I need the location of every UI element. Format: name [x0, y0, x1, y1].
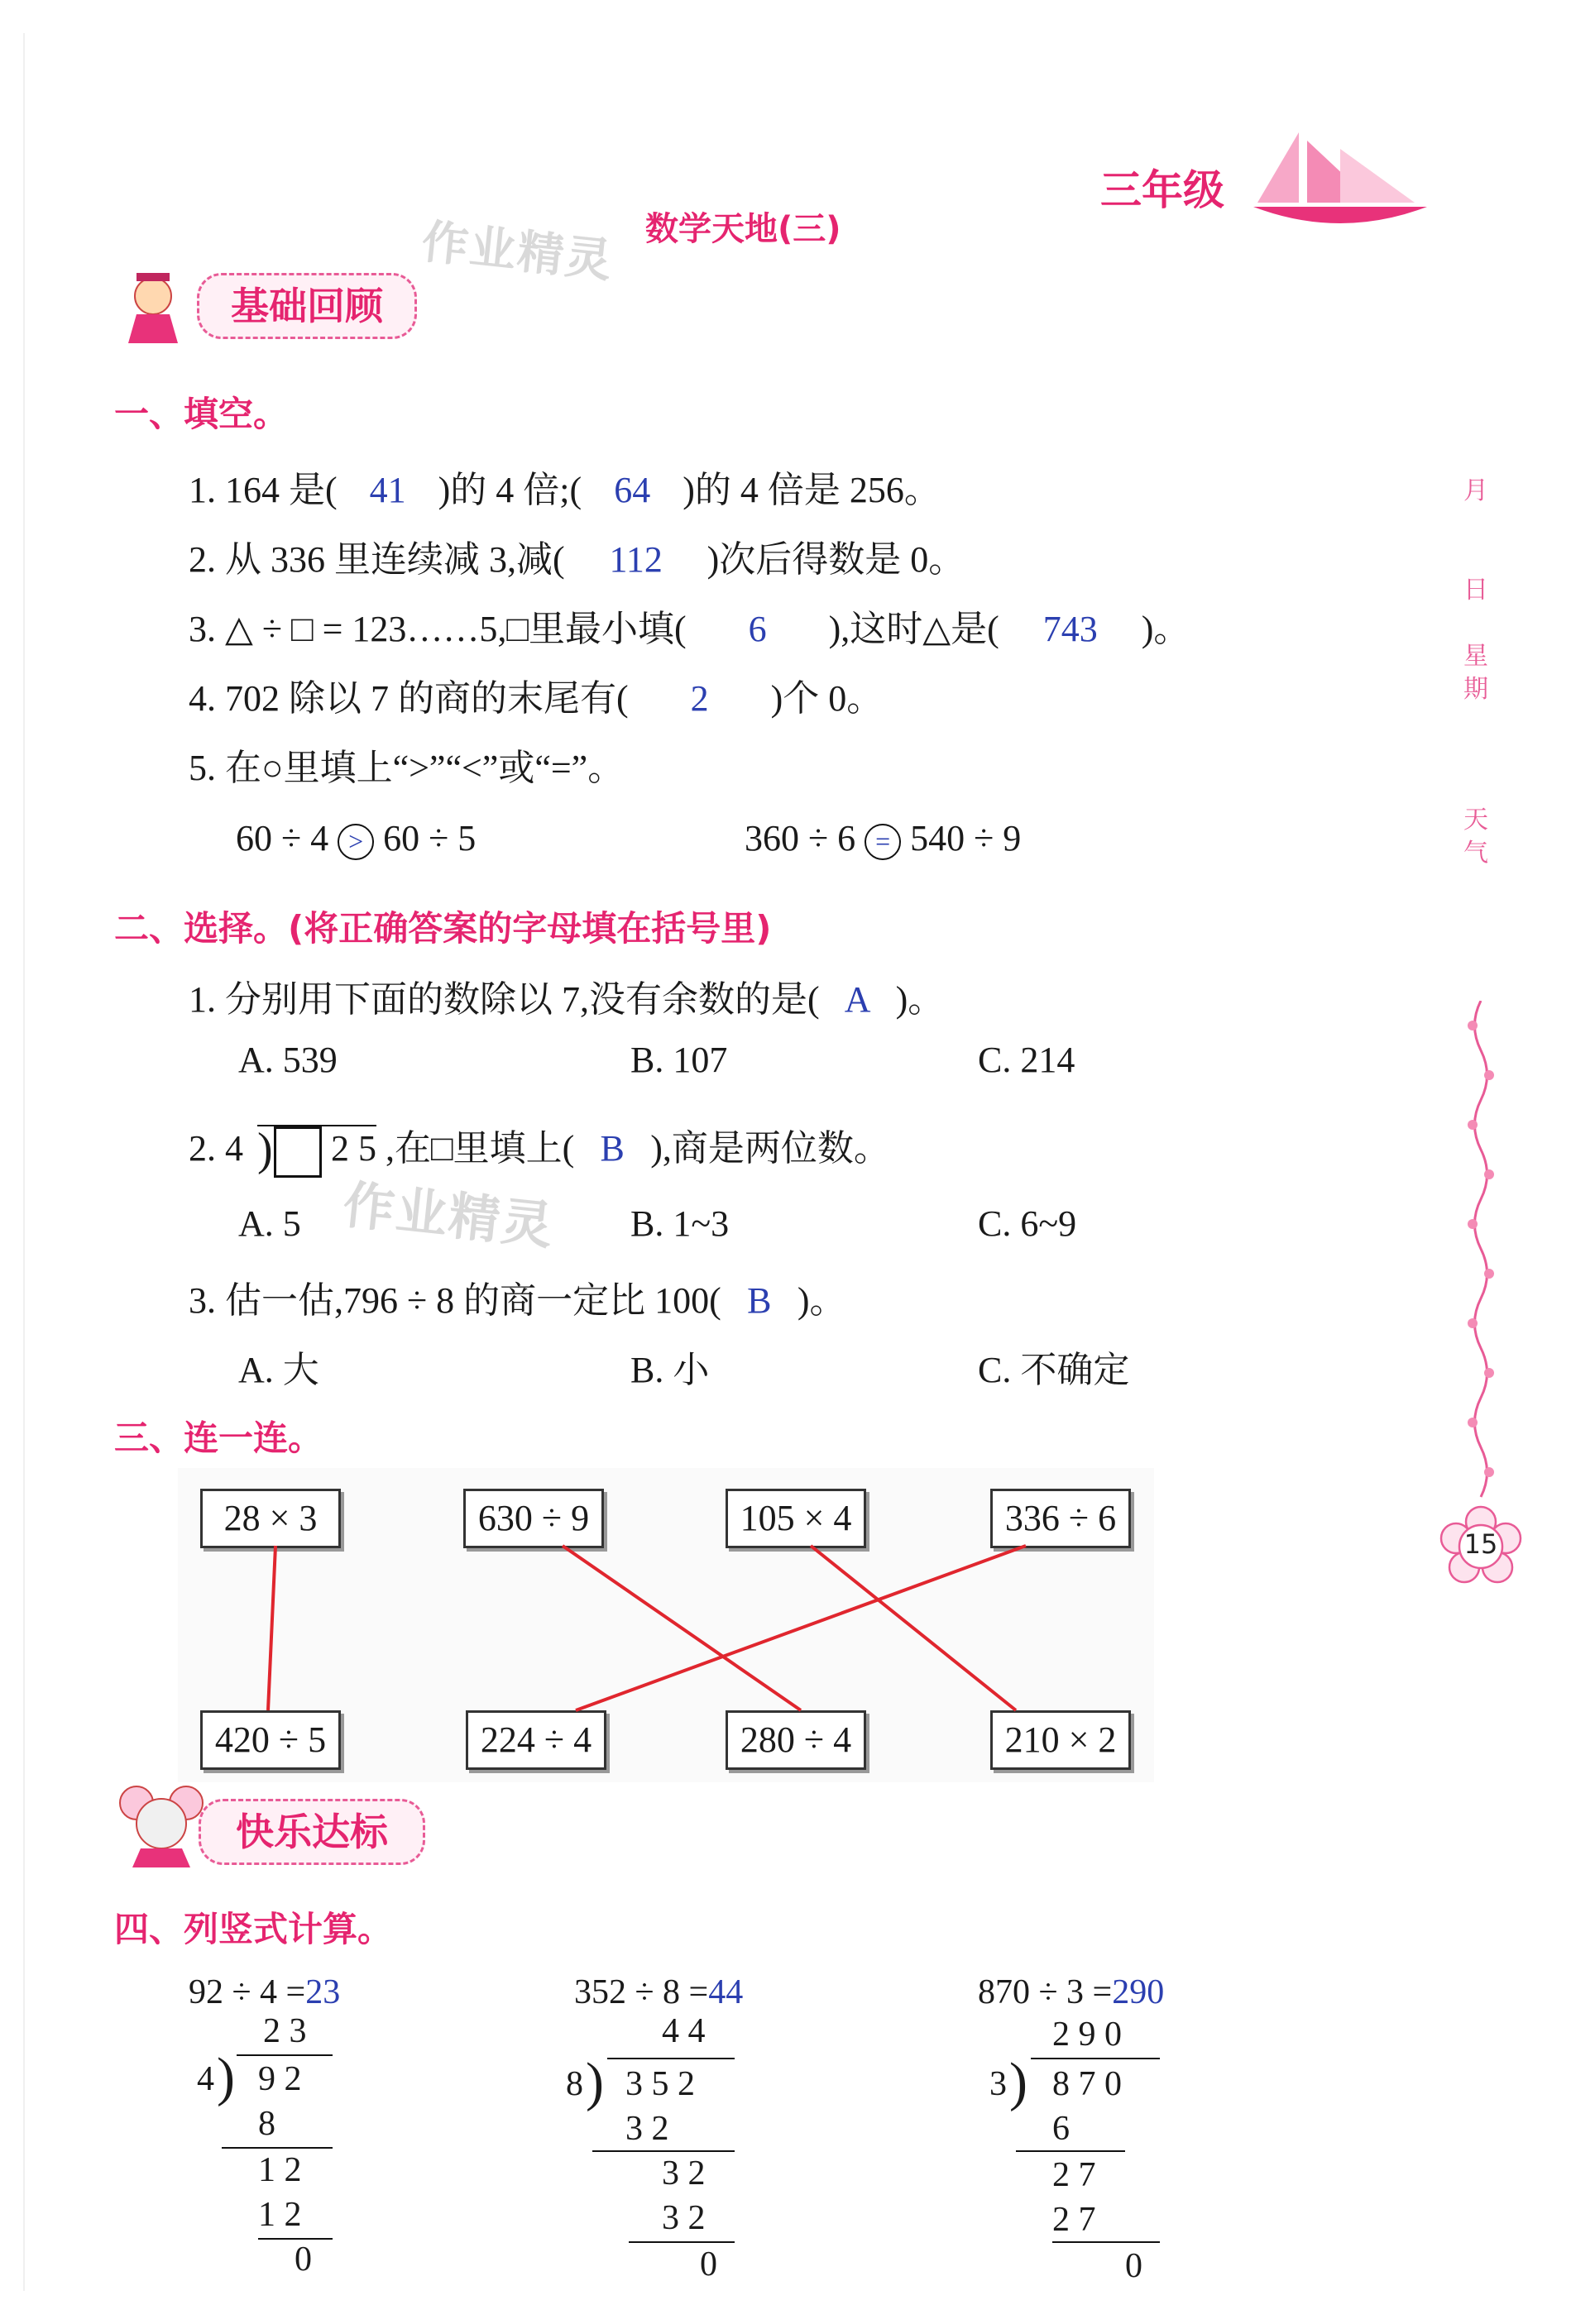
answer: 6 — [748, 609, 767, 649]
answer: 743 — [1042, 609, 1098, 649]
calc1-equation: 92 ÷ 4 =23 — [189, 1973, 341, 2011]
answer: B — [600, 1128, 625, 1169]
s2-q2: 2. 4 ) 2 5 ,在□里填上( B ),商是两位数。 — [189, 1118, 890, 1178]
match-top-2: 630 ÷ 9 — [463, 1489, 604, 1548]
s1-compare-2: 360 ÷ 6 = 540 ÷ 9 — [745, 818, 1022, 858]
section4-title: 四、列竖式计算。 — [114, 1909, 393, 1949]
calc1-bracket: ) — [217, 2047, 235, 2107]
calc1-remainder: 0 — [295, 2240, 312, 2279]
s2-q2-opt-b: B. 1~3 — [630, 1203, 730, 1244]
match-line-2 — [563, 1546, 801, 1710]
match-bottom-4: 210 × 2 — [990, 1710, 1131, 1770]
compare-circle: = — [865, 824, 901, 860]
s2-q2-opt-a: A. 5 — [238, 1203, 301, 1244]
answer: 41 — [369, 470, 406, 510]
sidebar-weather-1: 天 — [1463, 806, 1488, 834]
sidebar-month: 月 — [1463, 476, 1488, 505]
watermark-middle: 作业精灵 — [340, 1174, 558, 1257]
calc2-dividend: 3 5 2 — [625, 2065, 695, 2103]
calc1-step2: 1 2 — [258, 2151, 302, 2189]
s2-q1-opt-c: C. 214 — [978, 1040, 1075, 1080]
answer: 64 — [614, 470, 651, 510]
match-top-1: 28 × 3 — [200, 1489, 341, 1548]
match-bottom-3: 280 ÷ 4 — [726, 1710, 866, 1770]
s2-q3-opt-c: C. 不确定 — [978, 1350, 1130, 1390]
section3-title: 三、连一连。 — [114, 1418, 323, 1458]
s1-q3: 3. △ ÷ □ = 123……5,□里最小填( 6 ),这时△是( 743 )。 — [189, 609, 1190, 649]
s2-q2-opt-c: C. 6~9 — [978, 1203, 1077, 1244]
match-line-4 — [576, 1546, 1026, 1710]
s2-q3-opt-a: A. 大 — [238, 1350, 319, 1390]
vine-decoration-icon — [1464, 1001, 1497, 1505]
watermark-top: 作业精灵 — [419, 215, 616, 289]
sidebar-weather-2: 气 — [1463, 839, 1488, 868]
calc3-step2: 2 7 — [1052, 2156, 1096, 2194]
calc3-bracket: ) — [1009, 2052, 1027, 2112]
calc3-step3: 2 7 — [1052, 2201, 1096, 2239]
section1-title: 一、填空。 — [114, 394, 289, 434]
s1-q4: 4. 702 除以 7 的商的末尾有( 2 )个 0。 — [189, 678, 884, 719]
calc1-dividend: 9 2 — [258, 2060, 302, 2098]
match-line-1 — [268, 1546, 275, 1710]
page-number: 15 — [1463, 1528, 1498, 1560]
calc1-divisor: 4 — [197, 2060, 214, 2098]
calc3-divisor: 3 — [989, 2065, 1007, 2103]
s1-compare-1: 60 ÷ 4 > 60 ÷ 5 — [236, 818, 477, 858]
match-line-3 — [811, 1546, 1016, 1710]
cartoon-mouse-icon — [116, 1778, 207, 1869]
grade-label: 三年级 — [1100, 166, 1224, 214]
calc2-divisor: 8 — [566, 2065, 583, 2103]
calc2-bracket: ) — [586, 2052, 604, 2112]
compare-circle: > — [338, 824, 374, 860]
answer: A — [844, 979, 871, 1020]
calc2-remainder: 0 — [700, 2245, 717, 2283]
match-top-3: 105 × 4 — [726, 1489, 866, 1548]
s1-q1: 1. 164 是( 41 )的 4 倍;( 64 )的 4 倍是 256。 — [189, 470, 941, 510]
answer: 2 — [690, 678, 709, 719]
s1-q2: 2. 从 336 里连续减 3,减( 112 )次后得数是 0。 — [189, 539, 965, 580]
calc2-equation: 352 ÷ 8 =44 — [574, 1973, 744, 2011]
sidebar-week-1: 星 — [1463, 642, 1488, 671]
badge-happy-target: 快乐达标 — [199, 1799, 425, 1865]
calc2-step1: 3 2 — [625, 2110, 669, 2148]
match-bottom-2: 224 ÷ 4 — [466, 1710, 606, 1770]
answer: 112 — [609, 539, 663, 580]
sidebar-week-2: 期 — [1463, 675, 1488, 704]
calc2-step3: 3 2 — [662, 2199, 706, 2237]
s1-q5: 5. 在○里填上“>”“<”或“=”。 — [189, 748, 625, 788]
answer: B — [747, 1280, 772, 1321]
match-bottom-1: 420 ÷ 5 — [200, 1710, 341, 1770]
s2-q1-opt-b: B. 107 — [630, 1040, 728, 1080]
s2-q3: 3. 估一估,796 ÷ 8 的商一定比 100( B )。 — [189, 1280, 846, 1321]
badge-basic-review: 基础回顾 — [197, 273, 417, 339]
calc2-step2: 3 2 — [662, 2154, 706, 2192]
calc3-quotient: 2 9 0 — [1052, 2016, 1122, 2054]
calc3-dividend: 8 7 0 — [1052, 2065, 1122, 2103]
match-top-4: 336 ÷ 6 — [990, 1489, 1131, 1548]
s2-q1: 1. 分别用下面的数除以 7,没有余数的是( A )。 — [189, 979, 945, 1020]
s2-q1-opt-a: A. 539 — [238, 1040, 338, 1080]
calc1-step1: 8 — [258, 2105, 275, 2143]
calc3-step1: 6 — [1052, 2110, 1070, 2148]
book-title: 数学天地(三) — [645, 210, 841, 248]
section2-title: 二、选择。(将正确答案的字母填在括号里) — [114, 908, 772, 949]
calc1-quotient: 2 3 — [263, 2012, 307, 2050]
calc3-equation: 870 ÷ 3 =290 — [978, 1973, 1165, 2011]
calc3-remainder: 0 — [1125, 2247, 1142, 2285]
sidebar-day: 日 — [1463, 576, 1488, 605]
s2-q3-opt-b: B. 小 — [630, 1350, 710, 1390]
calc1-step3: 1 2 — [258, 2196, 302, 2234]
calc2-quotient: 4 4 — [662, 2012, 706, 2050]
